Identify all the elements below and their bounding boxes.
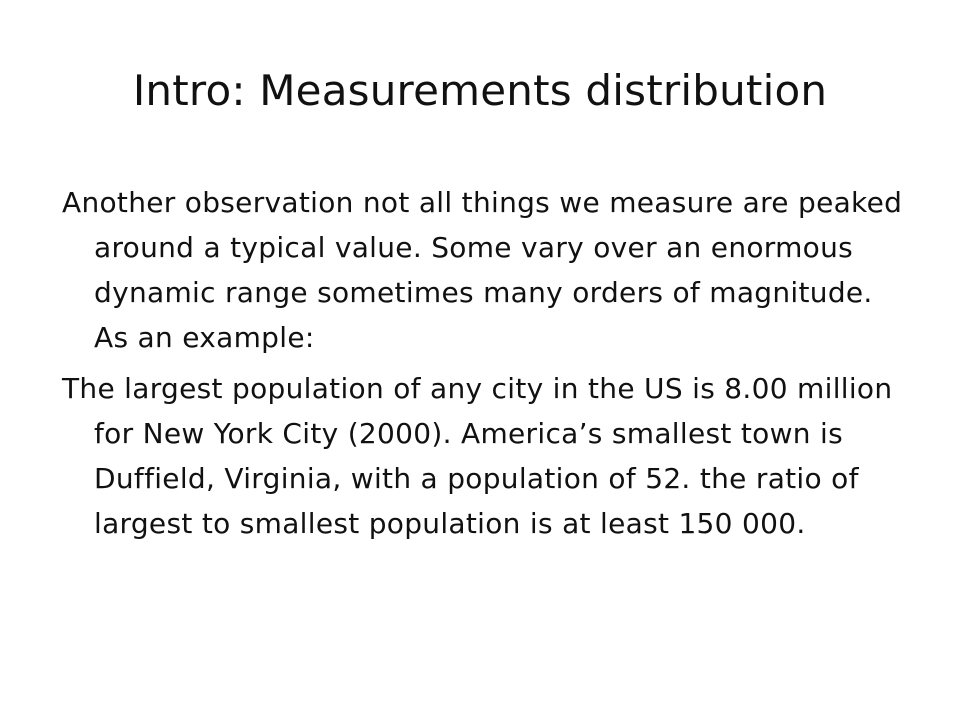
paragraph-observation: Another observation not all things we measure are peaked around a typical value. Some vary over an enormous dynamic range sometimes many orders of magnitude. As an example: [62, 186, 903, 354]
slide-title: Intro: Measurements distribution [132, 66, 828, 115]
slide-body [62, 180, 912, 552]
paragraph-population-example: The largest population of any city in the US is 8.00 million for New York City (2000). America’s smallest town is Duffield, Virginia, with a population of 52. the ratio of largest to smallest population is at least 150 000. [62, 372, 893, 540]
